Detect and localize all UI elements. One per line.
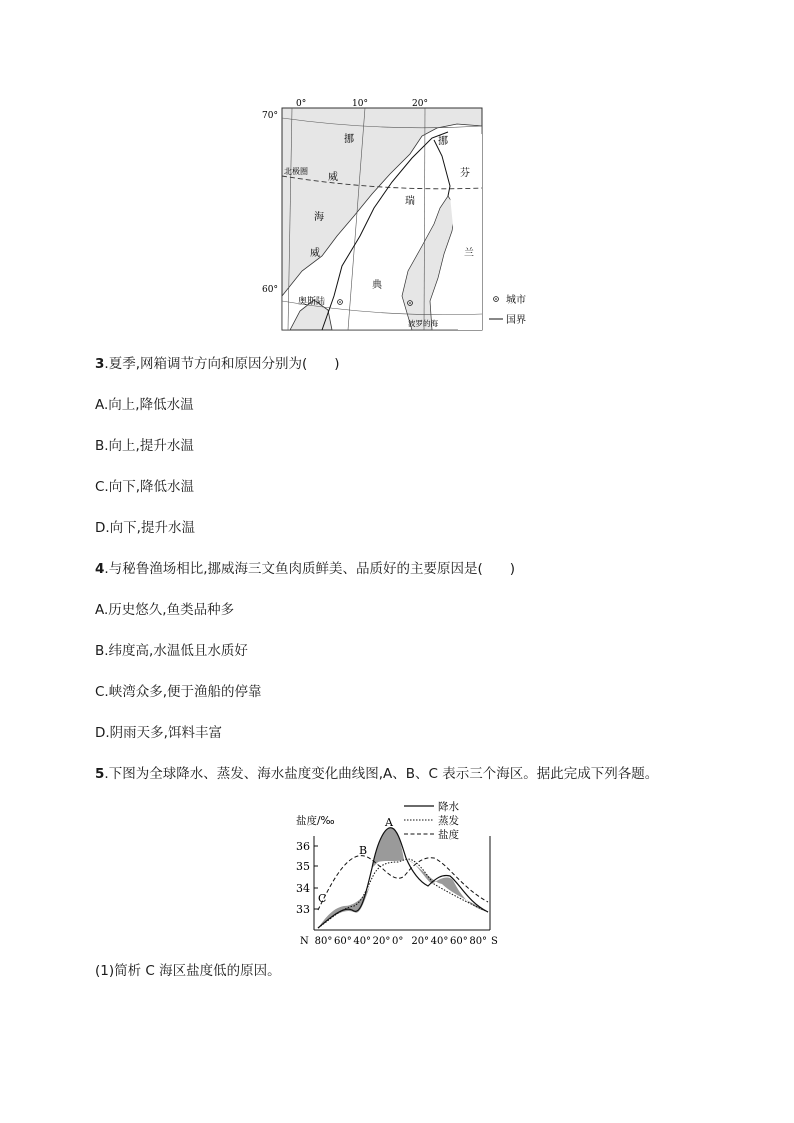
finland-label-1: 芬 <box>460 168 470 179</box>
norway-label: 威 <box>310 248 320 259</box>
q3-stem: 3.夏季,网箱调节方向和原因分别为( ) <box>95 356 340 372</box>
lon-label-10: 10° <box>352 99 368 109</box>
baltic-label: 波罗的海 <box>408 319 438 328</box>
y-tick-33: 33 <box>296 903 310 916</box>
sweden-label-1: 瑞 <box>405 196 415 207</box>
y-tick-34: 34 <box>296 882 310 895</box>
legend-evap: 蒸发 <box>438 815 459 827</box>
sea-label-3: 海 <box>314 212 324 223</box>
x-tick-label: 60° <box>334 936 352 947</box>
x-tick-label: 60° <box>450 936 468 947</box>
x-tick-label: 20° <box>411 936 430 947</box>
x-tick-label: 40° <box>430 936 449 947</box>
q4-option-a: A.历史悠久,鱼类品种多 <box>95 602 235 618</box>
finland-top-label: 挪 <box>438 136 448 147</box>
y-axis-label: 盐度/‰ <box>296 815 335 827</box>
q4-option-c: C.峡湾众多,便于渔船的停靠 <box>95 684 262 700</box>
lon-label-0: 0° <box>296 99 307 109</box>
q3-option-c: C.向下,降低水温 <box>95 479 195 495</box>
q4-option-d: D.阴雨天多,饵料丰富 <box>95 725 222 741</box>
q3-option-b: B.向上,提升水温 <box>95 438 194 454</box>
y-tick-36: 36 <box>296 840 310 853</box>
y-tick-35: 35 <box>296 860 310 873</box>
sea-label-1: 挪 <box>344 134 354 145</box>
sea-label-2: 威 <box>328 172 338 183</box>
point-c-label: C <box>318 892 327 905</box>
scandinavia-map <box>262 96 542 336</box>
evaporation-line <box>318 859 488 928</box>
q3-option-d: D.向下,提升水温 <box>95 520 195 536</box>
q4-option-b: B.纬度高,水温低且水质好 <box>95 643 248 659</box>
lat-label-70: 70° <box>262 111 278 121</box>
oslo-label: 奥斯陆 <box>298 297 326 307</box>
x-tick-label: 80° <box>469 936 488 947</box>
legend-salinity: 盐度 <box>438 829 459 841</box>
x-tick-label: 20° <box>372 936 391 947</box>
precipitation-line <box>318 828 488 928</box>
lon-label-20: 20° <box>412 99 428 109</box>
legend-precip: 降水 <box>438 801 459 813</box>
legend-city: 城市 <box>506 295 526 306</box>
q3-option-a: A.向上,降低水温 <box>95 397 194 413</box>
arctic-circle-label: 北极圈 <box>284 167 308 176</box>
x-tick-label: 0° <box>392 936 404 947</box>
q4-stem: 4.与秘鲁渔场相比,挪威海三文鱼肉质鲜美、品质好的主要原因是( ) <box>95 561 516 577</box>
sweden-label-2: 典 <box>372 280 382 291</box>
finland-label-2: 兰 <box>464 248 474 259</box>
lat-label-60: 60° <box>262 285 278 295</box>
x-tick-label: 40° <box>353 936 372 947</box>
legend-border: 国界 <box>506 315 526 326</box>
q5-stem: 5.下图为全球降水、蒸发、海水盐度变化曲线图,A、B、C 表示三个海区。据此完成下列各题。 <box>95 766 659 782</box>
q5-sub1: (1)简析 C 海区盐度低的原因。 <box>95 963 281 979</box>
x-start-label: N <box>300 936 309 947</box>
point-a-label: A <box>385 816 393 829</box>
x-end-label: S <box>491 936 498 947</box>
point-b-label: B <box>359 844 368 857</box>
x-tick-label: 80° <box>314 936 333 947</box>
salinity-line <box>318 856 488 910</box>
salinity-chart <box>292 798 502 948</box>
